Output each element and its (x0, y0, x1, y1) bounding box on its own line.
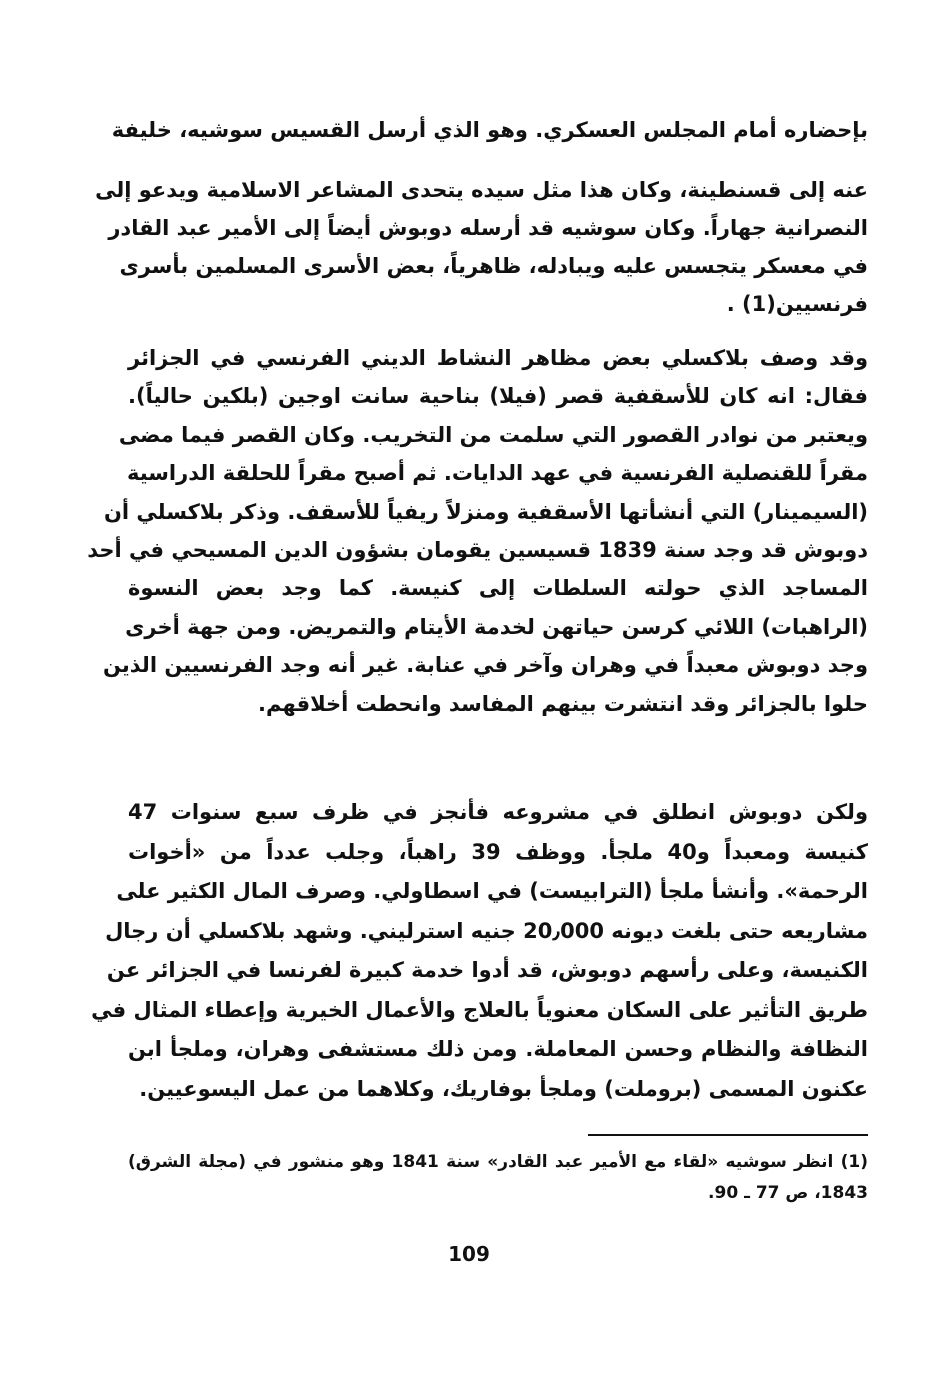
text-line: فقال: انه كان للأسقفية قصر (فيلا) بناحية سانت اوجين (بلكين حالياً). (128, 384, 868, 409)
text-line: دوبوش قد وجد سنة 1839 قسيسين يقومان بشؤون الدين المسيحي في أحد (87, 538, 868, 562)
text-line: النصرانية جهاراً. وكان سوشيه قد أرسله دوبوش أيضاً إلى الأمير عبد القادر (108, 216, 868, 240)
text-line: النظافة والنظام وحسن المعاملة. ومن ذلك مستشفى وهران، وملجأ ابن (128, 1037, 868, 1061)
page-number: 109 (448, 1242, 490, 1266)
footnote-line: (1) انظر سوشيه «لقاء مع الأمير عبد القادر» سنة 1841 وهو منشور في (مجلة الشرق) (128, 1152, 868, 1172)
footnote-separator (588, 1134, 868, 1136)
text-line: ويعتبر من نوادر القصور التي سلمت من التخريب. وكان القصر فيما مضى (118, 422, 868, 447)
text-line: عنه إلى قسنطينة، وكان هذا مثل سيده يتحدى المشاعر الاسلامية ويدعو إلى (95, 178, 868, 202)
text-line: في معسكر يتجسس عليه ويبادله، ظاهرياً، بعض الأسرى المسلمين بأسرى (119, 254, 868, 278)
text-line: عكنون المسمى (بروملت) وملجأ بوفاريك، وكلاهما من عمل اليسوعيين. (139, 1076, 868, 1101)
text-line: الكنيسة، وعلى رأسهم دوبوش، قد أدوا خدمة كبيرة لفرنسا في الجزائر عن (106, 958, 868, 982)
text-line: (الراهبات) اللائي كرسن حياتهن لخدمة الأيتام والتمريض. ومن جهة أخرى (125, 614, 868, 639)
text-line: (السيمينار) التي أنشأتها الأسقفية ومنزلاً ريفياً للأسقف. وذكر بلاكسلي أن (103, 499, 868, 524)
text-line: كنيسة ومعبداً و40 ملجأ. ووظف 39 راهباً، وجلب عدداً من «أخوات (128, 839, 868, 864)
footnote-line: 1843، ص 77 ـ 90. (708, 1183, 868, 1203)
text-line: وجد دوبوش معبداً في وهران وآخر في عنابة. غير أنه وجد الفرنسيين الذين (103, 653, 868, 678)
text-line: طريق التأثير على السكان معنوياً بالعلاج والأعمال الخيرية وإعطاء المثال في (91, 997, 868, 1022)
text-line: وقد وصف بلاكسلي بعض مظاهر النشاط الديني الفرنسي في الجزائر (128, 346, 868, 370)
text-line: فرنسيين(1) . (726, 292, 868, 316)
text-line: مقراً للقنصلية الفرنسية في عهد الدايات. ثم أصبح مقراً للحلقة الدراسية (126, 461, 868, 486)
text-line: الرحمة». وأنشأ ملجأ (الترابيست) في اسطاولي. وصرف المال الكثير على (116, 879, 868, 903)
text-line: حلوا بالجزائر وقد انتشرت بينهم المفاسد وانحطت أخلاقهم. (258, 691, 868, 716)
text-line: المساجد الذي حولته السلطات إلى كنيسة. كما وجد بعض النسوة (128, 576, 868, 601)
text-line: مشاريعه حتى بلغت ديونه 20٫000 جنيه استرليني. وشهد بلاكسلي أن رجال (105, 918, 868, 943)
text-line: ولكن دوبوش انطلق في مشروعه فأنجز في ظرف سبع سنوات 47 (128, 800, 868, 824)
text-line: بإحضاره أمام المجلس العسكري. وهو الذي أرسل القسيس سوشيه، خليفة (111, 118, 868, 142)
